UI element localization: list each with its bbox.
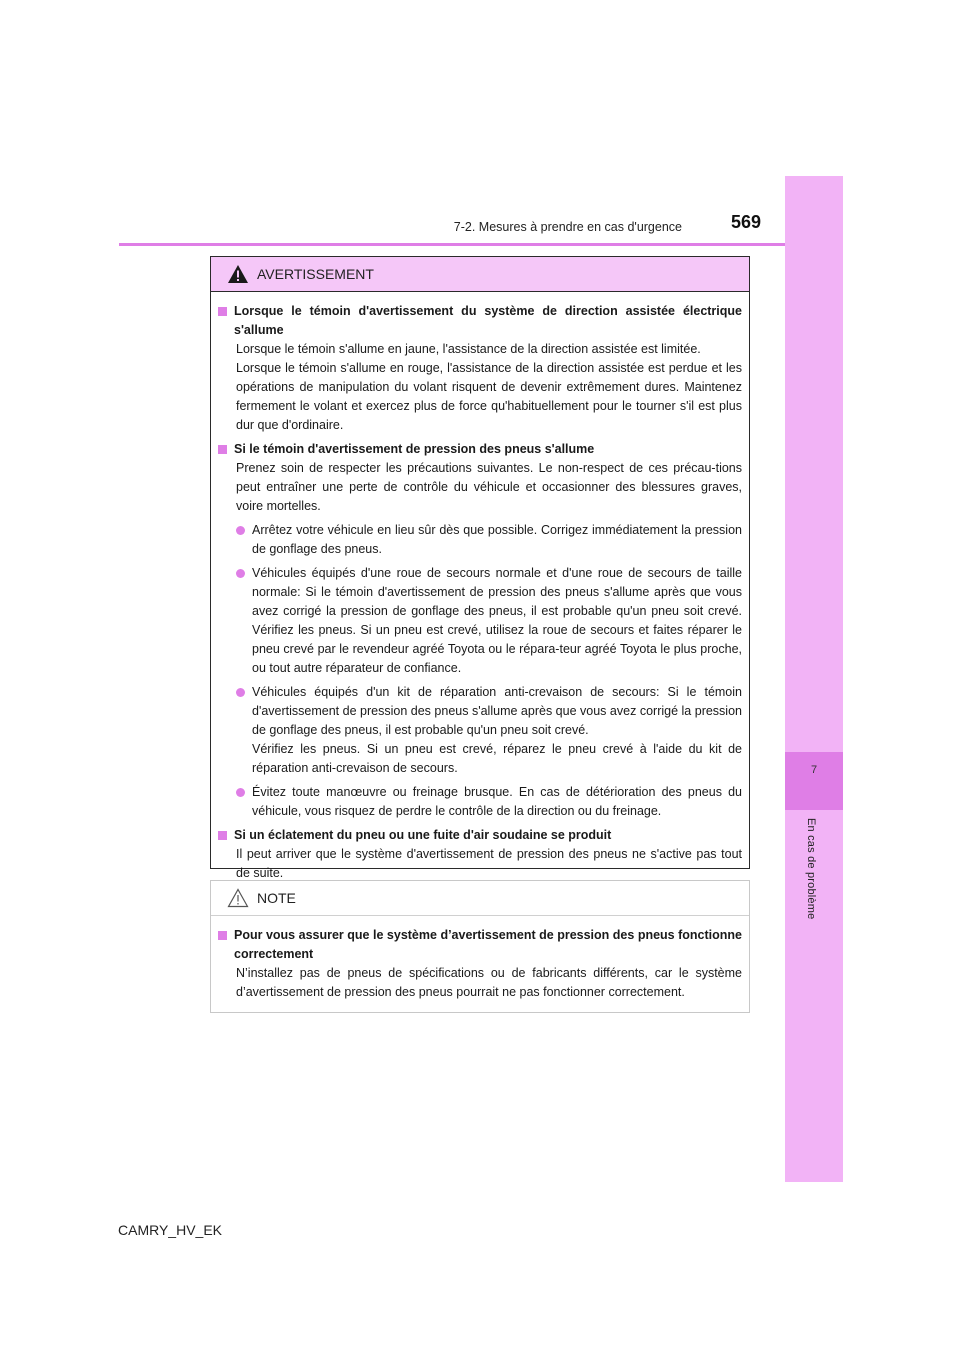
warning-item-tire-burst	[218, 826, 742, 883]
note-header	[211, 881, 749, 916]
round-bullet-icon	[236, 526, 245, 535]
round-bullet-icon	[236, 788, 245, 797]
round-bullet-icon	[236, 688, 245, 697]
chapter-side-tab	[785, 176, 843, 1182]
warning-item-heading	[218, 826, 742, 845]
list-item	[218, 564, 742, 678]
list-item	[218, 521, 742, 559]
note-item-text: N’installez pas de pneus de spécifications ou de fabricants différents, car le système d’avertissement de pression des pneus pourrait ne pas fonctionner correctement.	[236, 966, 742, 999]
list-item	[218, 783, 742, 821]
round-bullet-icon	[236, 569, 245, 578]
bullet-line: Véhicules équipés d'un kit de réparation anti-crevaison de secours: Si le témoin d'avertissement de pression des pneus s'allume après que vous avez corrigé la pression de gonflage des pneus, il est probable qu'un pneu soit crevé.	[252, 685, 742, 737]
paragraph-line: Lorsque le témoin s'allume en rouge, l'assistance de la direction assistée est perdue et les opérations de manipulation du volant risquent de devenir extrêmement dures. Maintenez fermement le volant et exercez plus de force qu'habituellement pour le tourner s'il est plus dur que d'ordinaire.	[236, 361, 742, 432]
warning-item-tire-pressure	[218, 440, 742, 821]
document-code: CAMRY_HV_EK	[118, 1222, 223, 1238]
note-item-heading	[218, 926, 742, 964]
warning-triangle-icon	[227, 264, 249, 284]
warning-item-heading	[218, 440, 742, 459]
warning-header	[211, 257, 749, 292]
chapter-number: 7	[810, 764, 818, 776]
note-item-title: Pour vous assurer que le système d’avertissement de pression des pneus fonctionne correctement	[234, 928, 742, 961]
warning-title: AVERTISSEMENT	[257, 266, 374, 282]
square-bullet-icon	[218, 307, 227, 316]
warning-item-title: Lorsque le témoin d'avertissement du système de direction assistée électrique s'allume	[234, 304, 742, 337]
warning-item-title: Si le témoin d'avertissement de pression des pneus s'allume	[234, 442, 595, 456]
square-bullet-icon	[218, 931, 227, 940]
bullet-line: Arrêtez votre véhicule en lieu sûr dès que possible. Corrigez immédiatement la pression de gonflage des pneus.	[252, 523, 742, 556]
note-box	[210, 880, 750, 1013]
warning-body	[211, 292, 749, 883]
section-title: 7-2. Mesures à prendre en cas d'urgence	[453, 220, 682, 234]
caution-triangle-icon	[227, 888, 249, 908]
square-bullet-icon	[218, 831, 227, 840]
note-item-tire-pressure-system	[218, 926, 742, 1002]
warning-item-text: Il peut arriver que le système d'avertissement de pression des pneus ne s'active pas tout de suite.	[236, 847, 742, 880]
warning-item-text: Prenez soin de respecter les précautions suivantes. Le non-respect de ces précau-tions peut entraîner une perte de contrôle du véhicule et occasionner des blessures graves, voire mortelles.	[236, 461, 742, 513]
warning-item-power-steering	[218, 302, 742, 435]
warning-box	[210, 256, 750, 880]
paragraph-line: Lorsque le témoin s'allume en jaune, l'assistance de la direction assistée est limitée.	[236, 342, 701, 356]
page-number: 569	[731, 212, 762, 232]
chapter-number-block	[785, 752, 843, 810]
warning-item-title: Si un éclatement du pneu ou une fuite d'air soudaine se produit	[234, 828, 612, 842]
chapter-label: En cas de problème	[805, 818, 817, 920]
list-item	[218, 683, 742, 778]
warning-item-heading	[218, 302, 742, 340]
square-bullet-icon	[218, 445, 227, 454]
bullet-line: Vérifiez les pneus. Si un pneu est crevé, réparez le pneu crevé à l'aide du kit de réparation anti-crevaison de secours.	[252, 742, 742, 775]
warning-item-text	[218, 340, 742, 435]
header-divider	[119, 243, 785, 246]
note-body	[211, 916, 749, 1002]
bullet-line: Évitez toute manœuvre ou freinage brusque. En cas de détérioration des pneus du véhicule, vous risquez de perdre le contrôle de la direction ou du freinage.	[252, 785, 742, 818]
bullet-line: Véhicules équipés d'une roue de secours normale et d'une roue de secours de taille normale: Si le témoin d'avertissement de pression des pneus s'allume après que vous avez corrigé la pression de gonflage des pneus, il est probable qu'un pneu soit crevé. Vérifiez les pneus. Si un pneu est crevé, utilisez la roue de secours et faites réparer le pneu crevé par le revendeur agréé Toyota ou le répara-teur agréé Toyota le plus proche, ou tout autre réparateur de confiance.	[252, 566, 742, 675]
note-title: NOTE	[257, 890, 296, 906]
